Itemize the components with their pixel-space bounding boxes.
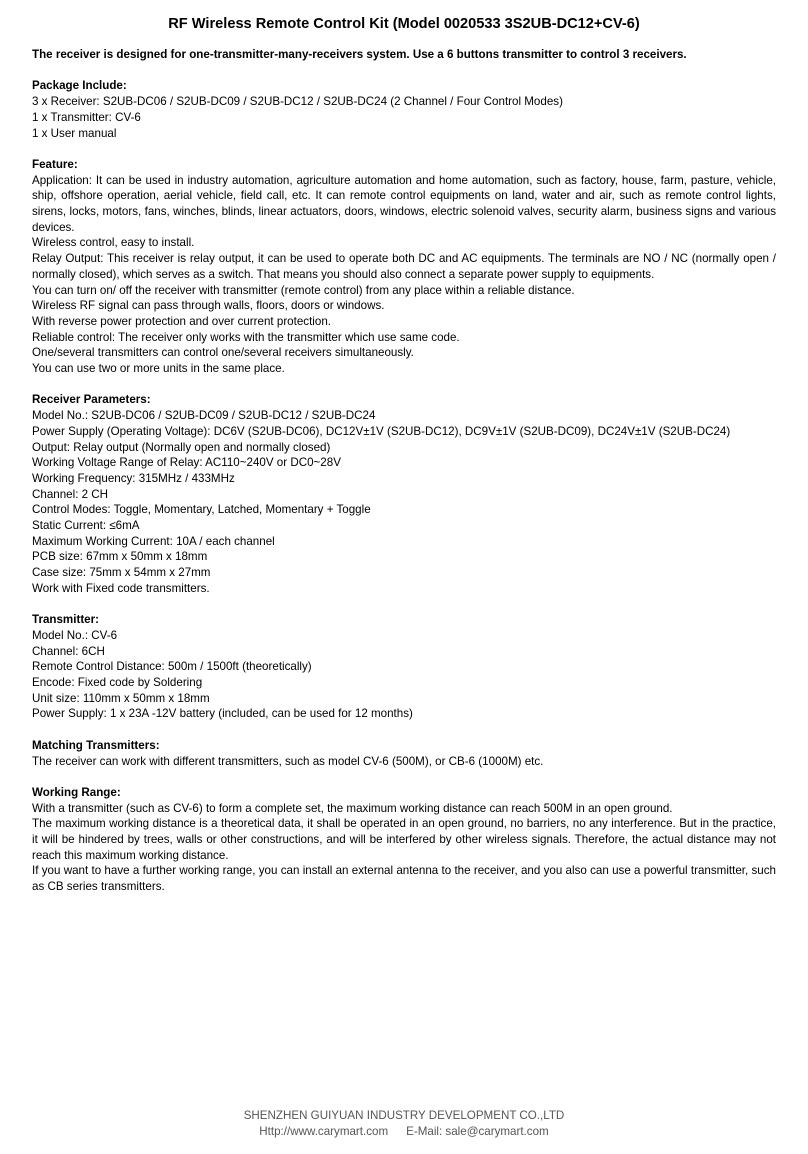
receiver-line: Power Supply (Operating Voltage): DC6V (S2UB-DC06), DC12V±1V (S2UB-DC12), DC9V±1V (S2UB-DC09), DC24V±1V (S2UB-DC24) [32, 424, 731, 438]
receiver-line: Static Current: ≤6mA [32, 519, 140, 533]
transmitter-line: Unit size: 110mm x 50mm x 18mm [32, 691, 210, 705]
transmitter-line: Channel: 6CH [32, 644, 105, 658]
receiver-line: Maximum Working Current: 10A / each channel [32, 534, 275, 548]
receiver-heading: Receiver Parameters: [32, 393, 151, 407]
package-line: 3 x Receiver: S2UB-DC06 / S2UB-DC09 / S2UB-DC12 / S2UB-DC24 (2 Channel / Four Control Modes) [32, 95, 563, 109]
feature-line: You can use two or more units in the same place. [32, 362, 285, 376]
footer-email-link[interactable]: E-Mail: sale@carymart.com [406, 1124, 549, 1138]
package-line: 1 x User manual [32, 126, 117, 140]
footer-company: SHENZHEN GUIYUAN INDUSTRY DEVELOPMENT CO.,LTD [243, 1109, 565, 1122]
footer-contact [0, 1124, 808, 1140]
receiver-line: Control Modes: Toggle, Momentary, Latched, Momentary + Toggle [32, 503, 371, 517]
transmitter-line: Remote Control Distance: 500m / 1500ft (theoretically) [32, 660, 312, 674]
feature-line: Wireless RF signal can pass through walls, floors, doors or windows. [32, 299, 385, 313]
feature-line: You can turn on/ off the receiver with transmitter (remote control) from any place within a reliable distance. [32, 283, 575, 297]
transmitter-section [32, 612, 776, 722]
feature-line: One/several transmitters can control one/several receivers simultaneously. [32, 346, 414, 360]
receiver-line: Output: Relay output (Normally open and normally closed) [32, 440, 331, 454]
receiver-line: Working Voltage Range of Relay: AC110~240V or DC0~28V [32, 456, 341, 470]
receiver-line: Model No.: S2UB-DC06 / S2UB-DC09 / S2UB-DC12 / S2UB-DC24 [32, 409, 376, 423]
receiver-section [32, 392, 776, 596]
receiver-line: Channel: 2 CH [32, 487, 109, 501]
document-page [32, 14, 776, 895]
matching-line: The receiver can work with different transmitters, such as model CV-6 (500M), or CB-6 (1000M) etc. [32, 754, 544, 768]
matching-heading: Matching Transmitters: [32, 738, 160, 752]
feature-line: Reliable control: The receiver only works with the transmitter which use same code. [32, 330, 460, 344]
package-line: 1 x Transmitter: CV-6 [32, 110, 141, 124]
receiver-line: Working Frequency: 315MHz / 433MHz [32, 471, 235, 485]
feature-line: Application: It can be used in industry automation, agriculture automation and home automation, such as factory, house, farm, pasture, vehicle, ship, offshore operation, aerial vehicle, field call, etc. It can remote control equipments on land, water and air, such as remote control lights, sirens, locks, motors, fans, winches, blinds, linear actuators, doors, windows, electric solenoid valves, security alarm, business signs and various devices. [32, 173, 776, 234]
package-heading: Package Include: [32, 79, 127, 93]
package-section [32, 78, 776, 141]
range-line: If you want to have a further working range, you can install an external antenna to the receiver, and you also can use a powerful transmitter, such as CB series transmitters. [32, 864, 776, 894]
intro-text: The receiver is designed for one-transmitter-many-receivers system. Use a 6 buttons transmitter to control 3 receivers. [32, 48, 687, 61]
feature-heading: Feature: [32, 157, 78, 171]
transmitter-line: Model No.: CV-6 [32, 628, 118, 642]
feature-line: With reverse power protection and over current protection. [32, 314, 332, 328]
receiver-line: PCB size: 67mm x 50mm x 18mm [32, 550, 208, 564]
transmitter-heading: Transmitter: [32, 613, 100, 627]
range-heading: Working Range: [32, 785, 121, 799]
range-section [32, 785, 776, 895]
feature-line: Wireless control, easy to install. [32, 236, 195, 250]
range-line: With a transmitter (such as CV-6) to form a complete set, the maximum working distance can reach 500M in an open ground. [32, 801, 673, 815]
document-title: RF Wireless Remote Control Kit (Model 0020533 3S2UB-DC12+CV-6) [168, 16, 640, 32]
transmitter-line: Encode: Fixed code by Soldering [32, 676, 203, 690]
feature-section [32, 157, 776, 377]
matching-section [32, 738, 776, 769]
page-footer [0, 1108, 808, 1139]
range-line: The maximum working distance is a theoretical data, it shall be operated in an open ground, no barriers, no any interference. But in the practice, it will be hindered by trees, walls or other constructions, and will be interfered by other wireless signals. Therefore, the actual distance may not reach this maximum working distance. [32, 817, 776, 862]
receiver-line: Case size: 75mm x 54mm x 27mm [32, 566, 211, 580]
footer-website-link[interactable]: Http://www.carymart.com [259, 1124, 389, 1138]
transmitter-line: Power Supply: 1 x 23A -12V battery (included, can be used for 12 months) [32, 707, 413, 721]
feature-line: Relay Output: This receiver is relay output, it can be used to operate both DC and AC equipments. The terminals are NO / NC (normally open / normally closed), which serves as a switch. That means you should also connect a separate power supply to equipments. [32, 252, 776, 281]
receiver-line: Work with Fixed code transmitters. [32, 581, 210, 595]
